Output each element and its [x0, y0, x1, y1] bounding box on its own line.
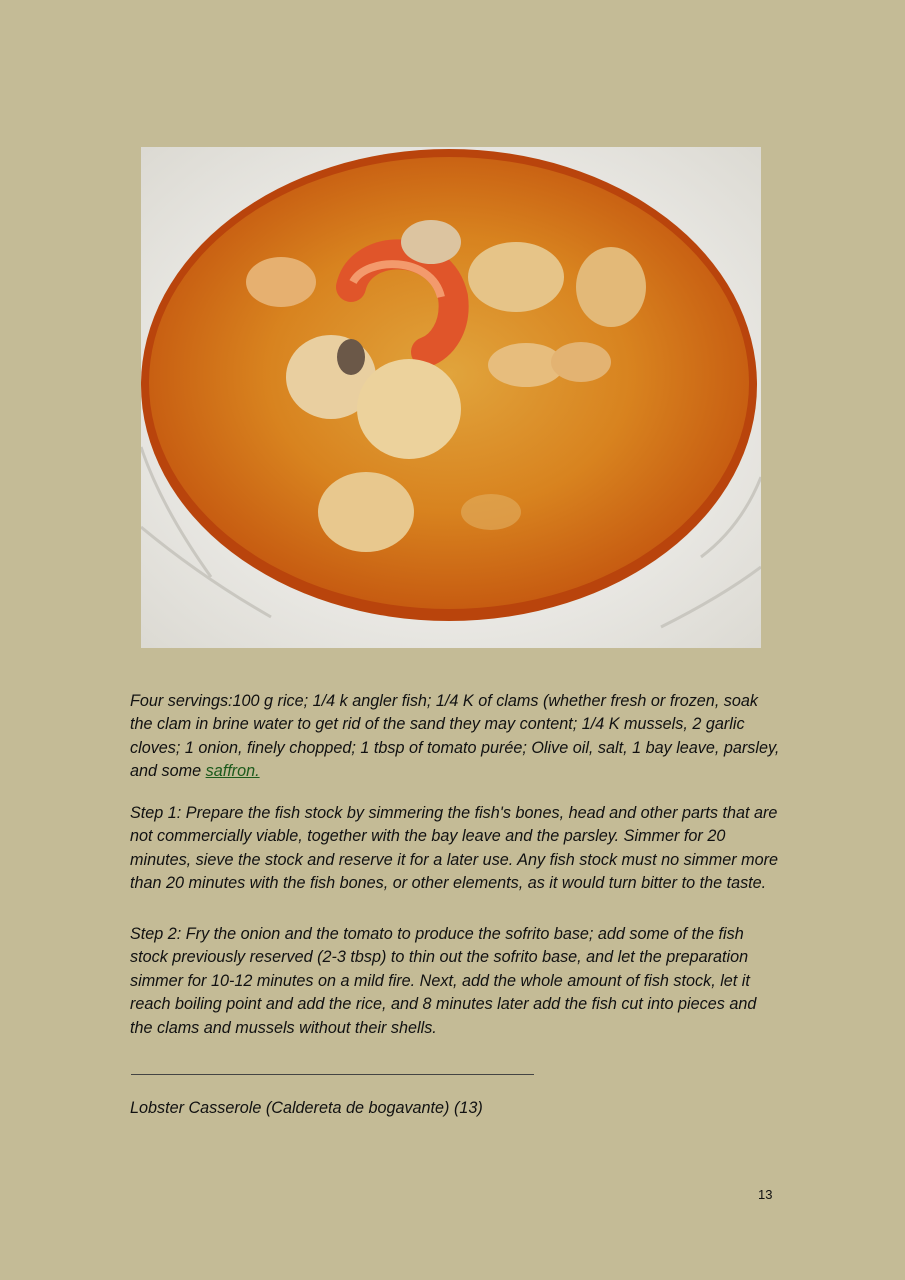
page-number: 13	[758, 1187, 773, 1202]
step-2-paragraph: Step 2: Fry the onion and the tomato to produce the sofrito base; add some of the fish stock previously reserved (2-3 tbsp) to thin out the sofrito base, and let the preparation simmer for 10-12 minutes on a mild fire. Next, add the whole amount of fish stock, let it reach boiling point and add the rice, and 8 minutes later add the fish cut into pieces and the clams and mussels without their shells.	[130, 925, 757, 1037]
soup-photo	[141, 147, 761, 648]
section-divider	[131, 1074, 534, 1075]
step-1-paragraph: Step 1: Prepare the fish stock by simmering the fish's bones, head and other parts that are not commercially viable, together with the bay leave and the parsley. Simmer for 20 minutes, sieve the stock and reserve it for a later use. Any fish stock must no simmer more than 20 minutes with the fish bones, or other elements, as it would turn bitter to the taste.	[130, 804, 779, 893]
next-recipe-title: Lobster Casserole (Caldereta de bogavante) (13)	[130, 1099, 483, 1117]
ingredients-text: Four servings:100 g rice; 1/4 k angler fish; 1/4 K of clams (whether fresh or frozen, soak the clam in brine water to get rid of the sand they may content; 1/4 K mussels, 2 garlic cloves; 1 onion, finely chopped; 1 tbsp of tomato purée; Olive oil, salt, 1 bay leave, parsley, and some	[130, 692, 780, 781]
saffron-link[interactable]: saffron.	[205, 762, 260, 781]
ingredients-paragraph	[130, 690, 780, 784]
